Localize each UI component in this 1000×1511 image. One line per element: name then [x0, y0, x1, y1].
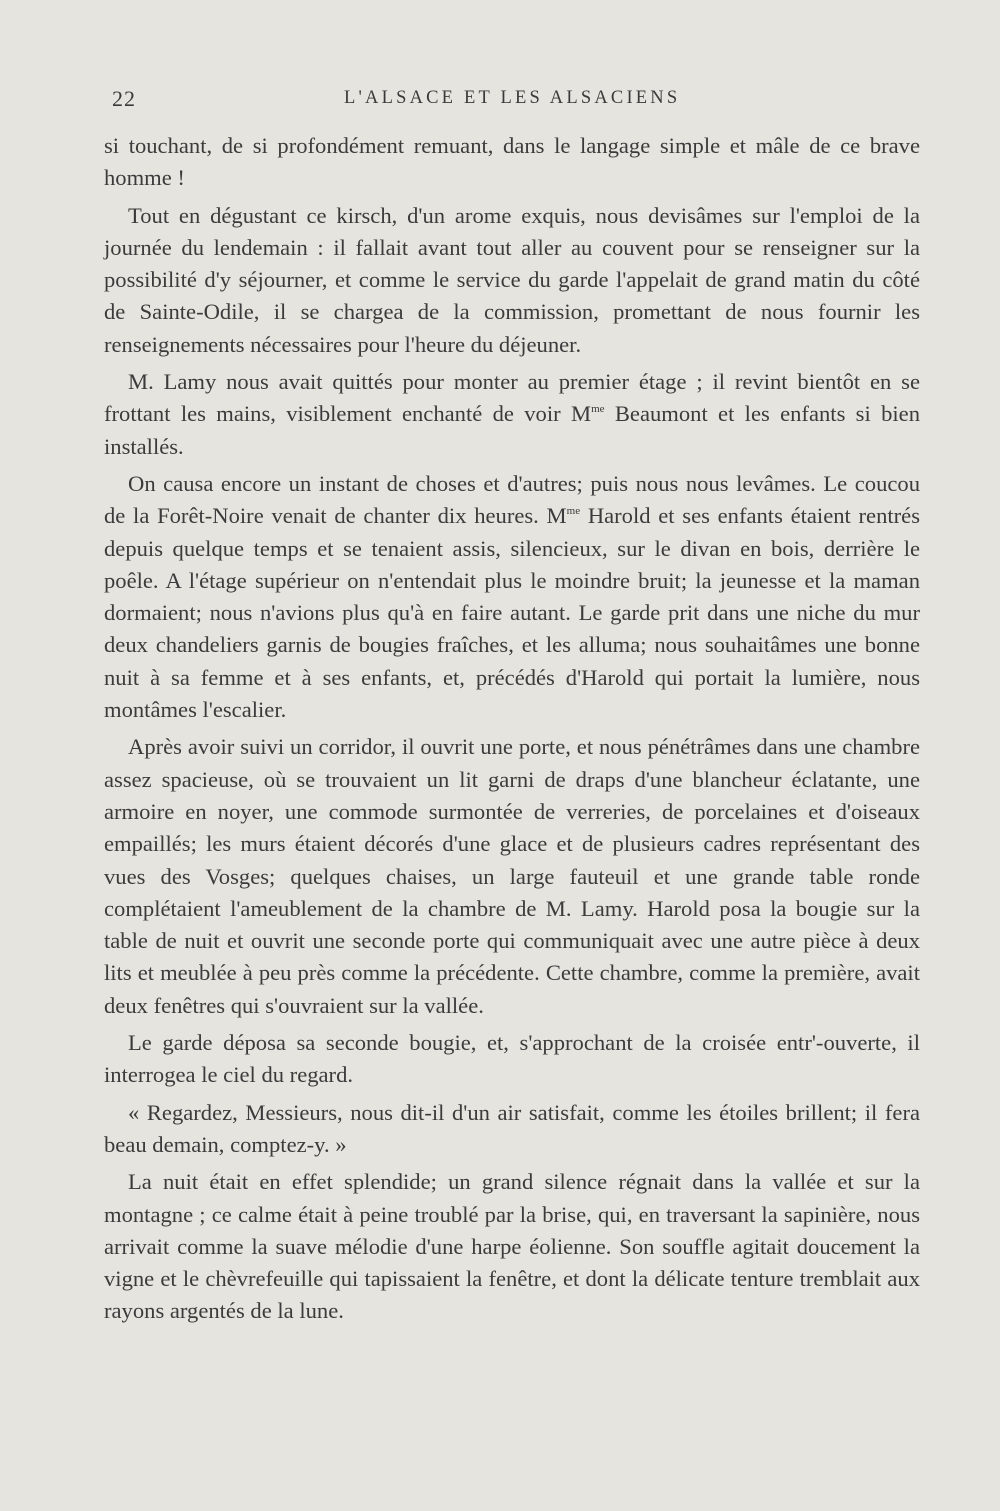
paragraph-4-text-b: Harold et ses enfants étaient rentrés depuis quelque temps et se tenaient assis, silencieux, sur le divan en bois, derrière le poêle. A l'étage supérieur on n'entendait plus le moindre bruit; la jeunesse et la maman dormaient; nous n'avions plus qu'à en faire autant. Le garde prit dans une niche du mur deux chandeliers garnis de bougies fraîches, et les alluma; nous souhaitâmes une bonne nuit à sa femme et à ses enfants, et, précédés d'Harold qui portait la lumière, nous montâmes l'escalier. [104, 503, 920, 723]
paragraph-1: si touchant, de si profondément remuant, dans le langage simple et mâle de ce brave homme ! [104, 133, 920, 191]
paragraph-4-text-a: On causa encore un instant de choses et d'autres; puis nous nous levâmes. Le coucou de la Forêt-Noire venait de chanter dix heures. M [104, 470, 920, 529]
running-header [0, 86, 1000, 116]
paragraph-3 [104, 366, 920, 463]
running-title: L'ALSACE ET LES ALSACIENS [344, 88, 681, 108]
body-text [104, 130, 920, 1333]
title-abbreviation-superscript: me [566, 505, 581, 518]
paragraph-5: Après avoir suivi un corridor, il ouvrit une porte, et nous pénétrâmes dans une chambre assez spacieuse, où se trouvaient un lit garni de draps d'une blancheur éclatante, une armoire en noyer, une commode surmontée de verreries, de porcelaines et d'oiseaux empaillés; les murs étaient décorés d'une glace et de plusieurs cadres représentant des vues des Vosges; quelques chaises, un large fauteuil et une grande table ronde complétaient l'ameublement de la chambre de M. Lamy. Harold posa la bougie sur la table de nuit et ouvrit une seconde porte qui communiquait avec une autre pièce à deux lits et meublée à peu près comme la précédente. Cette chambre, comme la première, avait deux fenêtres qui s'ouvraient sur la vallée. [104, 734, 920, 1018]
paragraph-3-text-b: Beaumont et les enfants si bien installés. [104, 401, 920, 459]
paragraph-6: Le garde déposa sa seconde bougie, et, s'approchant de la croisée entr'-ouverte, il interrogea le ciel du regard. [104, 1030, 920, 1088]
paragraph-3-text-a: M. Lamy nous avait quittés pour monter au premier étage ; il revint bientôt en se frottant les mains, visiblement enchanté de voir M [104, 369, 920, 427]
title-abbreviation-superscript: me [591, 403, 605, 416]
page-number: 22 [112, 86, 136, 111]
paragraph-8: La nuit était en effet splendide; un grand silence régnait dans la vallée et sur la montagne ; ce calme était à peine troublé par la brise, qui, en traversant la sapinière, nous arrivait comme la suave mélodie d'une harpe éolienne. Son souffle agitait doucement la vigne et le chèvrefeuille qui tapissaient la fenêtre, et dont la délicate tenture tremblait aux rayons argentés de la lune. [104, 1169, 920, 1324]
paragraph-4 [104, 468, 920, 726]
paragraph-2: Tout en dégustant ce kirsch, d'un arome exquis, nous devisâmes sur l'emploi de la journée du lendemain : il fallait avant tout aller au couvent pour se renseigner sur la possibilité d'y séjourner, et comme le service du garde l'appelait de grand matin du côté de Sainte-Odile, il se chargea de la commission, promettant de nous fournir les renseignements nécessaires pour l'heure du déjeuner. [104, 202, 920, 357]
paragraph-7: « Regardez, Messieurs, nous dit-il d'un air satisfait, comme les étoiles brillent; il fera beau demain, comptez-y. » [104, 1099, 920, 1157]
